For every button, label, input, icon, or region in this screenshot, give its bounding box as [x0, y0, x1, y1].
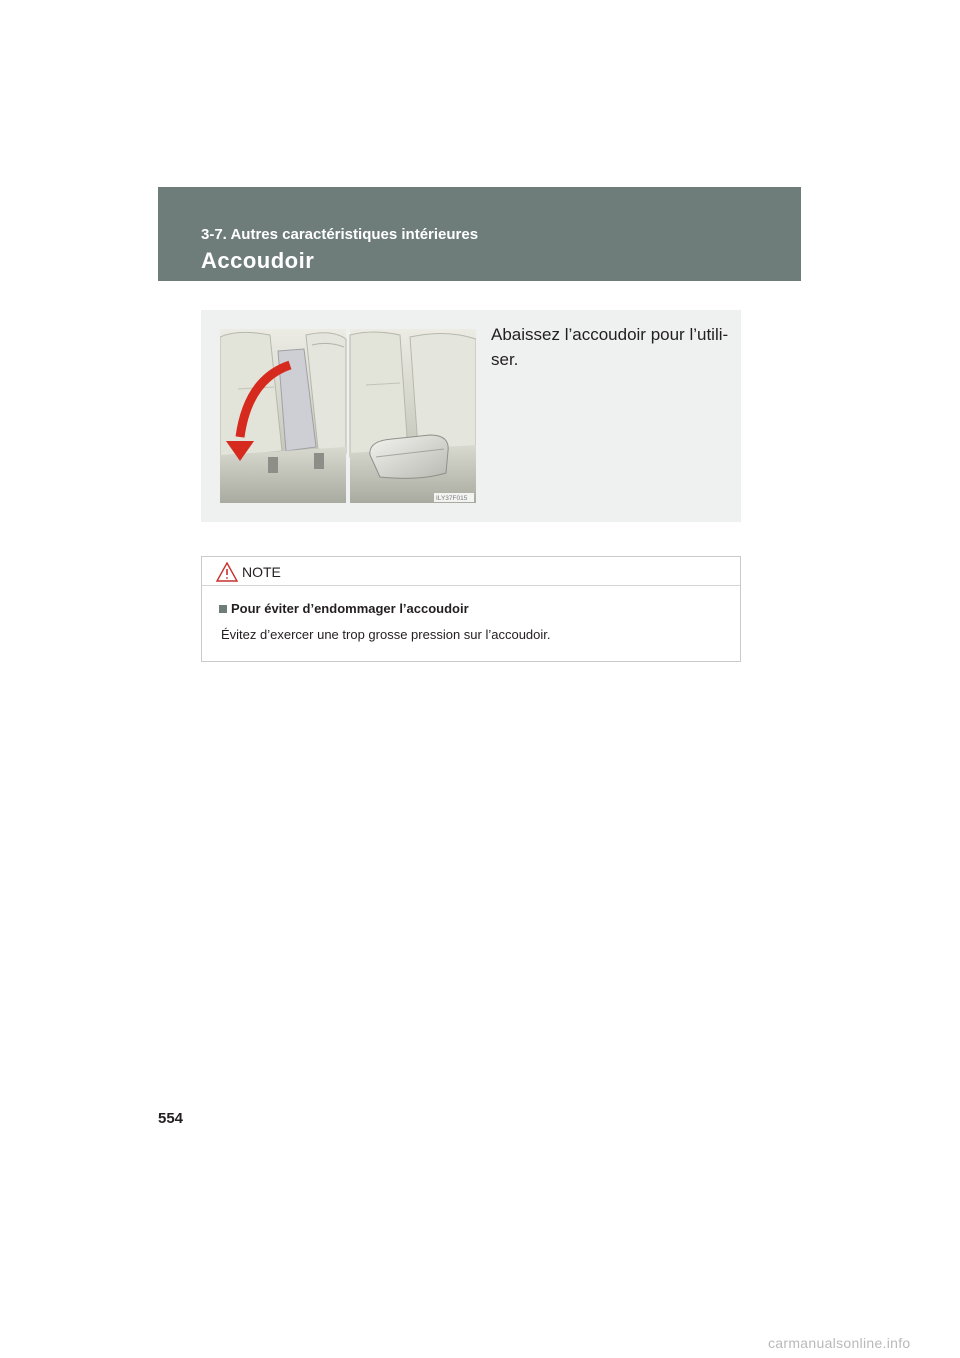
- note-box: [201, 556, 741, 662]
- section-label: 3-7. Autres caractéristiques intérieures: [201, 226, 479, 243]
- page-title: Accoudoir: [201, 248, 315, 273]
- note-subtitle-text: Pour éviter d’endommager l’accoudoir: [231, 601, 469, 616]
- page-number: 554: [158, 1110, 184, 1127]
- instruction-line-1: Abaissez l’accoudoir pour l’utili-: [491, 325, 729, 344]
- note-header: [202, 557, 740, 586]
- note-subtitle: [219, 601, 469, 616]
- warning-triangle-icon: [216, 562, 238, 582]
- watermark: carmanualsonline.info: [768, 1335, 911, 1351]
- note-body: Évitez d’exercer une trop grosse pression sur l’accoudoir.: [221, 627, 551, 642]
- square-bullet-icon: [219, 605, 227, 613]
- instruction-text: [491, 322, 731, 372]
- note-label: NOTE: [242, 564, 281, 580]
- image-code: ILY37F015: [436, 495, 468, 502]
- armrest-illustration: [220, 329, 476, 503]
- instruction-line-2: ser.: [491, 350, 519, 369]
